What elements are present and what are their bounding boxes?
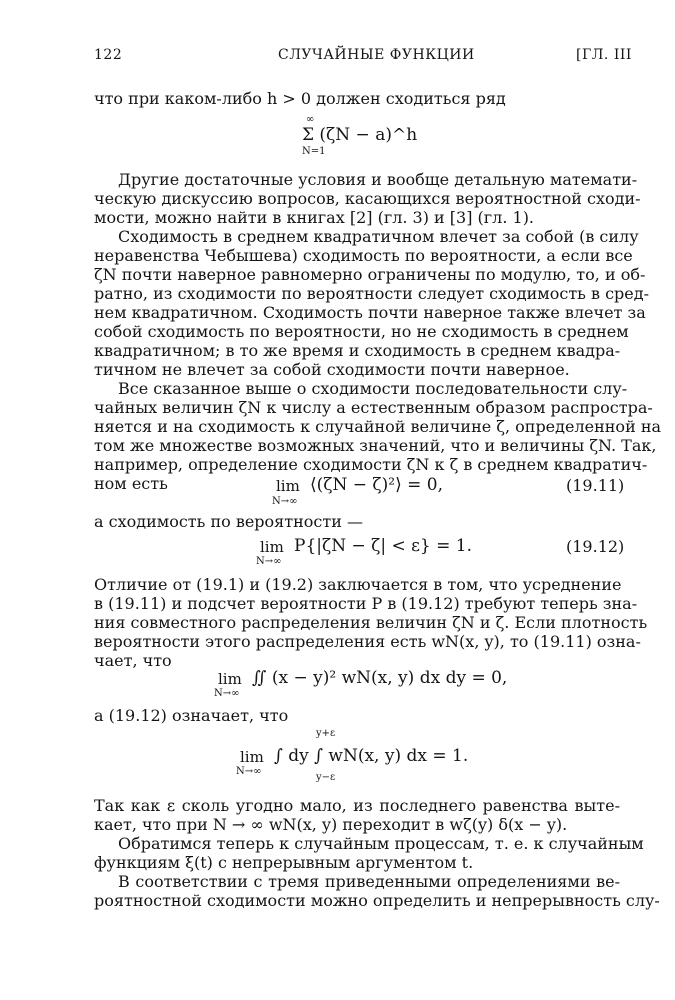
text-line-29: функциям ξ(t) с непрерывным аргументом t. xyxy=(94,853,474,872)
lim-sub-2: N→∞ xyxy=(256,556,282,567)
text-line-27: кает, что при N → ∞ wN(x, y) переходит в wζ(y) δ(x − y). xyxy=(94,815,568,834)
series-lower-limit: N=1 xyxy=(302,146,326,157)
text-line-15: няется и на сходимость к случайной величине ζ, определенной на xyxy=(94,417,662,436)
lim-label-2: lim xyxy=(260,538,284,556)
text-line-3: ческую дискуссию вопросов, касающихся вероятностной сходи- xyxy=(94,189,641,208)
integral-upper-limit: y+ε xyxy=(316,728,336,739)
text-line-10: собой сходимость по вероятности, но не сходимость в среднем xyxy=(94,322,629,341)
single-integral-formula: ∫ dy ∫ wN(x, y) dx = 1. xyxy=(274,746,469,766)
text-line-18: ном есть xyxy=(94,474,168,493)
integral-lower-limit: y−ε xyxy=(316,772,336,783)
lim-label-1: lim xyxy=(276,477,300,495)
text-line-9: нем квадратичном. Сходимость почти наверное также влечет за xyxy=(94,303,646,322)
text-line-16: том же множестве возможных значений, что и величины ζN. Так, xyxy=(94,436,657,455)
text-line-20: Отличие от (19.1) и (19.2) заключается в том, что усреднение xyxy=(94,575,622,594)
lim-sub-4: N→∞ xyxy=(236,766,262,777)
text-line-24: чает, что xyxy=(94,651,172,670)
lim-label-3: lim xyxy=(218,670,242,688)
text-line-19: а сходимость по вероятности — xyxy=(94,512,363,531)
lim-sub-1: N→∞ xyxy=(272,496,298,507)
text-line-8: ратно, из сходимости по вероятности следует сходимость в сред- xyxy=(94,284,649,303)
lim-sub-3: N→∞ xyxy=(214,688,240,699)
lim-label-4: lim xyxy=(240,748,264,766)
text-line-17: например, определение сходимости ζN к ζ в среднем квадратич- xyxy=(94,455,648,474)
text-line-6: неравенства Чебышева) сходимость по вероятности, а если все xyxy=(94,246,633,265)
text-line-25: а (19.12) означает, что xyxy=(94,706,289,725)
text-line-23: вероятности этого распределения есть wN(x, y), то (19.11) озна- xyxy=(94,632,641,651)
text-line-11: квадратичном; в то же время и сходимость в среднем квадра- xyxy=(94,341,621,360)
double-integral-formula: ∬ (x − y)² wN(x, y) dx dy = 0, xyxy=(252,668,508,688)
series-upper-limit: ∞ xyxy=(306,114,315,125)
text-line-12: тичном не влечет за собой сходимости почти наверное. xyxy=(94,360,570,379)
series-formula: Σ (ζN − a)^h xyxy=(302,125,418,145)
text-line-4: мости, можно найти в книгах [2] (гл. 3) и [3] (гл. 1). xyxy=(94,208,535,227)
text-line-22: ния совместного распределения величин ζN и ζ. Если плотность xyxy=(94,613,648,632)
text-line-14: чайных величин ζN к числу a естественным образом распростра- xyxy=(94,398,653,417)
text-line-21: в (19.11) и подсчет вероятности P в (19.12) требуют теперь зна- xyxy=(94,594,638,613)
text-line-28: Обратимся теперь к случайным процессам, т. е. к случайным xyxy=(118,834,644,853)
equation-19-11: ⟨(ζN − ζ)²⟩ = 0, xyxy=(310,475,443,495)
text-line-5: Сходимость в среднем квадратичном влечет за собой (в силу xyxy=(118,227,639,246)
equation-19-12: P{|ζN − ζ| < ε} = 1. xyxy=(294,536,473,556)
text-line-2: Другие достаточные условия и вообще детальную математи- xyxy=(118,170,638,189)
text-line-13: Все сказанное выше о сходимости последовательности слу- xyxy=(118,379,628,398)
text-line-7: ζN почти наверное равномерно ограничены по модулю, то, и об- xyxy=(94,265,646,284)
text-line-31: роятностной сходимости можно определить и непрерывность слу- xyxy=(94,891,660,910)
running-title: СЛУЧАЙНЫЕ ФУНКЦИИ xyxy=(278,47,475,63)
equation-number-19-12: (19.12) xyxy=(566,537,625,556)
text-line-1: что при каком-либо h > 0 должен сходиться ряд xyxy=(94,89,506,108)
page-number: 122 xyxy=(94,47,123,63)
text-line-30: В соответствии с тремя приведенными определениями ве- xyxy=(118,872,620,891)
chapter-label: [ГЛ. III xyxy=(576,47,632,63)
equation-number-19-11: (19.11) xyxy=(566,476,625,495)
text-line-26: Так как ε сколь угодно мало, из последнего равенства выте- xyxy=(94,796,620,815)
